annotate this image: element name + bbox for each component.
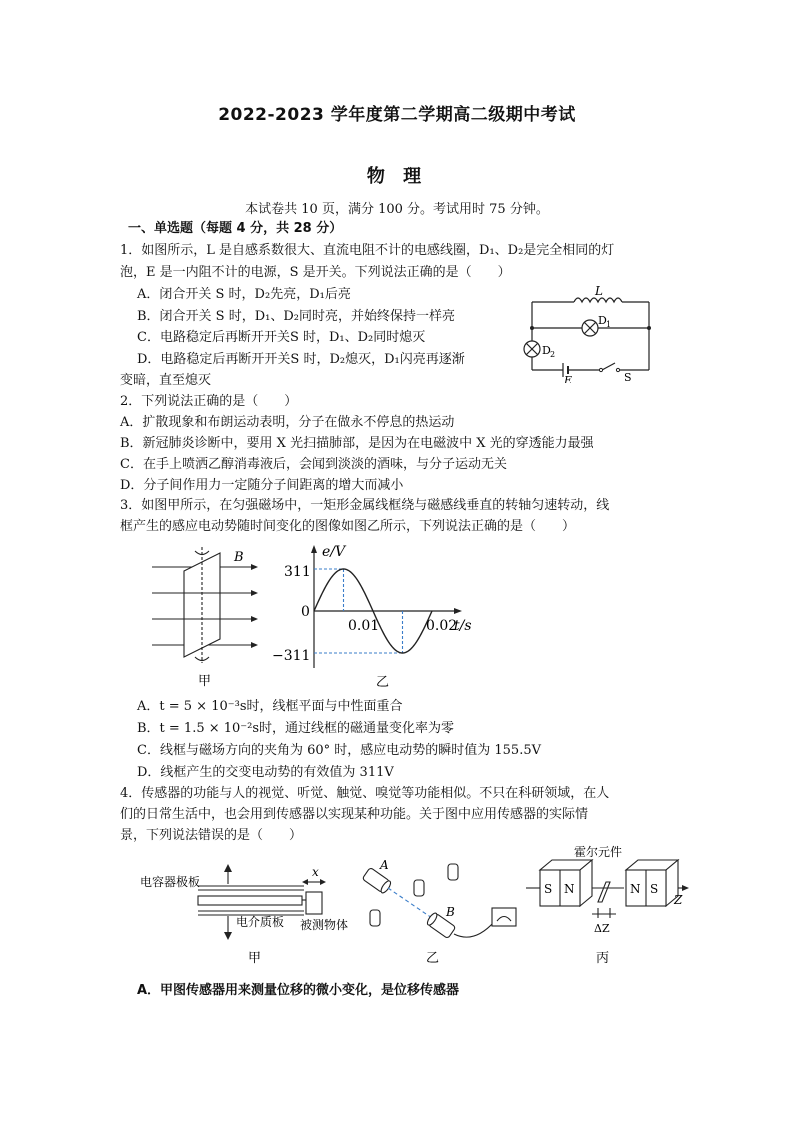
label-magnet2-s: S (650, 882, 659, 896)
q4-figure-hall (522, 844, 692, 968)
q3-option-c: C．线框与磁场方向的夹角为 60° 时，感应电动势的瞬时值为 155.5V (137, 743, 541, 758)
q3-emf-chart (268, 540, 508, 690)
q3-figure-frame (148, 545, 260, 690)
q3-stem-line2: 框产生的感应电动势随时间变化的图像如图乙所示，下列说法正确的是（ ） (120, 519, 576, 534)
label-magnet1-s: S (544, 882, 553, 896)
label-E: E (564, 374, 573, 383)
y-tick-bottom: −311 (272, 648, 311, 664)
q4-figure-capacitor (136, 858, 364, 968)
q4-stem-line2: 们的日常生活中，也会用到传感器以实现某种功能。关于图中应用传感器的实际情 (120, 807, 589, 822)
label-D2-sub: 2 (550, 350, 556, 359)
label-x: x (312, 865, 319, 879)
q1-stem-line2: 泡，E 是一内阻不计的电源，S 是开关。下列说法正确的是（ ） (120, 265, 511, 280)
q3-stem-line1: 3．如图甲所示，在匀强磁场中，一矩形金属线框绕与磁感线垂直的转轴匀速转动，线 (120, 498, 610, 513)
section-heading: 一、单选题（每题 4 分，共 28 分） (128, 221, 343, 236)
label-D1: D (598, 314, 607, 327)
exam-title: 2022-2023 学年度第二学期高二级期中考试 (218, 105, 576, 125)
x-tick-2: 0.02 (426, 618, 458, 634)
q1-stem-line1: 1．如图所示，L 是自感系数很大、直流电阻不计的电感线圈，D₁、D₂是完全相同的灯 (120, 243, 615, 258)
label-dielectric: 电介质板 (236, 915, 285, 929)
q2-option-d: D．分子间作用力一定随分子间距离的增大而减小 (120, 478, 404, 493)
exam-notice: 本试卷共 10 页，满分 100 分。考试用时 75 分钟。 (245, 202, 549, 217)
label-A: A (380, 858, 389, 872)
label-B: B (234, 550, 244, 565)
label-hall-element: 霍尔元件 (574, 845, 623, 859)
x-axis-label: t/s (454, 618, 472, 634)
y-tick-zero: 0 (301, 604, 310, 620)
label-D2: D (542, 344, 551, 357)
x-tick-1: 0.01 (348, 618, 380, 634)
q3-option-a: A．t = 5 × 10⁻³s时，线框平面与中性面重合 (137, 699, 403, 714)
y-axis-label: e/V (322, 544, 346, 560)
figure-caption-bing: 丙 (596, 951, 610, 966)
q2-option-a: A．扩散现象和布朗运动表明，分子在做永不停息的热运动 (120, 415, 455, 430)
subject-title: 物 理 (366, 166, 428, 187)
q4-option-a: A．甲图传感器用来测量位移的微小变化，是位移传感器 (137, 983, 460, 998)
label-delta-z: ΔZ (594, 922, 610, 935)
q2-option-b: B．新冠肺炎诊断中，要用 X 光扫描肺部，是因为在电磁波中 X 光的穿透能力最强 (120, 436, 594, 451)
q2-stem: 2．下列说法正确的是（ ） (120, 394, 298, 409)
inductor-coil (574, 298, 622, 302)
label-L: L (595, 284, 603, 298)
label-Z: Z (674, 893, 683, 907)
q4-figure-photoelectric (352, 856, 522, 968)
figure-caption-yi: 乙 (376, 675, 390, 690)
q1-circuit-diagram (518, 283, 658, 383)
figure-caption-jia-4: 甲 (248, 951, 262, 966)
q2-option-c: C．在手上喷洒乙醇消毒液后，会闻到淡淡的酒味，与分子运动无关 (120, 457, 507, 472)
label-magnet1-n: N (564, 882, 575, 896)
q4-stem-line1: 4．传感器的功能与人的视觉、听觉、触觉、嗅觉等功能相似。不只在科研领域，在人 (120, 786, 610, 801)
figure-caption-yi-4: 乙 (426, 951, 440, 966)
q1-option-a: A．闭合开关 S 时，D₂先亮，D₁后亮 (137, 287, 351, 302)
label-S: S (624, 371, 632, 383)
label-B-4: B (446, 905, 455, 919)
label-magnet2-n: N (630, 882, 641, 896)
label-D1-sub: 1 (606, 320, 612, 329)
q1-option-d-line1: D．电路稳定后再断开开关S 时，D₂熄灭，D₁闪亮再逐渐 (137, 352, 465, 367)
label-capacitor-plate: 电容器极板 (140, 875, 201, 889)
figure-caption-jia: 甲 (198, 674, 212, 689)
q3-option-d: D．线框产生的交变电动势的有效值为 311V (137, 765, 394, 780)
q1-option-d-line2: 变暗，直至熄灭 (120, 373, 212, 388)
q1-option-c: C．电路稳定后再断开开关S 时，D₁、D₂同时熄灭 (137, 330, 426, 345)
y-tick-top: 311 (284, 564, 311, 580)
q3-option-b: B．t = 1.5 × 10⁻²s时，通过线框的磁通量变化率为零 (137, 721, 455, 736)
q1-option-b: B．闭合开关 S 时，D₁、D₂同时亮，并始终保持一样亮 (137, 309, 455, 324)
q4-stem-line3: 景，下列说法错误的是（ ） (120, 828, 303, 843)
label-measured-object: 被测物体 (300, 918, 349, 932)
